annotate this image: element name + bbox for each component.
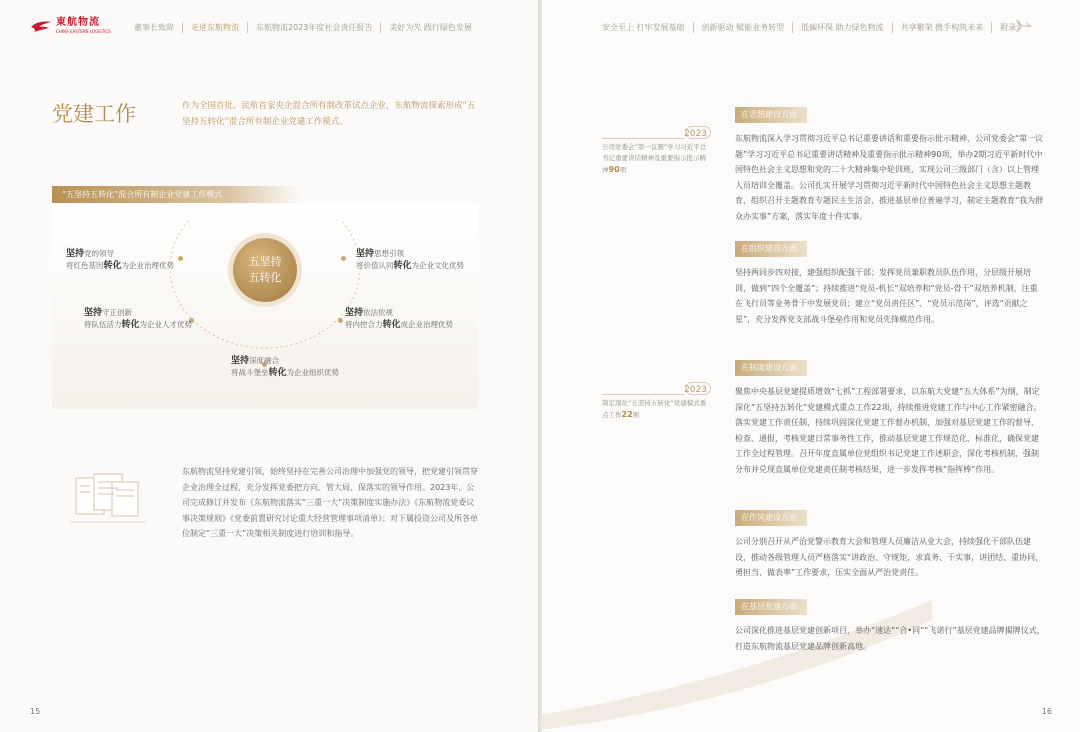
item-tail: 思想引领 — [374, 249, 405, 258]
item-tail: 守正创新 — [102, 308, 133, 317]
item-key: 转化 — [382, 320, 401, 330]
section-organization — [735, 236, 1045, 327]
section-heading: 在基层党建方面 — [735, 599, 807, 615]
model-node-dot — [178, 256, 183, 261]
item-head: 坚持 — [356, 249, 375, 259]
item-key: 转化 — [268, 368, 287, 378]
nav-item[interactable]: 附录 — [1000, 23, 1017, 32]
section-ideology — [735, 102, 1045, 224]
nav-item[interactable]: 创新驱动 赋能业务转型 — [694, 22, 794, 33]
center-line-2: 五转化 — [248, 271, 282, 284]
sidenote-number: 22 — [621, 410, 633, 419]
nav-item[interactable]: 低碳环保 助力绿色物流 — [793, 22, 893, 33]
section-conduct — [735, 505, 1045, 581]
section-heading: 在作风建设方面 — [735, 510, 807, 526]
brand-logo — [30, 18, 111, 34]
sidenote-year: 2023 — [684, 129, 707, 139]
model-item-3: 坚持守正创新 将队伍活力转化为企业人才优势 — [84, 308, 193, 330]
intro-text: 作为全国首批、民航首家央企混合所有制改革试点企业，东航物流探索形成“五坚持五转化”混合所有制企业党建工作模式。 — [182, 101, 476, 127]
model-node-dot — [338, 318, 343, 323]
brand-name-en: CHINA EASTERN LOGISTICS — [56, 29, 111, 34]
model-center-circle — [233, 238, 297, 302]
model-item-1: 坚持党的领导 将红色基因转化为企业治理优势 — [66, 249, 175, 271]
nav-item-active[interactable]: 走进东航物流 — [183, 22, 248, 33]
model-title-bar: “五坚持五转化”混合所有制企业党建工作模式 — [52, 186, 300, 203]
nav-item[interactable]: 安全至上 打牢发展基础 — [594, 22, 694, 33]
item-head: 坚持 — [231, 356, 250, 366]
swallow-logo-icon — [30, 18, 52, 34]
model-item-5: 坚持深度融合 将战斗堡垒转化为企业组织优势 — [231, 356, 340, 378]
nav-item[interactable]: 共享繁荣 携手构筑未来 — [893, 22, 993, 33]
item-head: 坚持 — [345, 308, 364, 318]
left-nav — [126, 22, 480, 33]
item-key: 转化 — [393, 261, 412, 271]
documents-icon — [68, 470, 148, 530]
item-tail: 深度融合 — [249, 356, 280, 365]
item-key: 转化 — [103, 261, 122, 271]
page-title: 党建工作 — [52, 102, 136, 126]
governance-text: 东航物流坚持党建引领，始终坚持在完善公司治理中加强党的领导，把党建引领贯穿企业治理全过程，充分发挥党委把方向、管大局、保落实的领导作用。2023年，公司完成修订并发布《东航物流落实“三重一大”决策制度实施办法》《东航物流党委议事决策规则》《党委前置研究讨论重大经营管理事项清单》；对下属投资公司及所各单位制定“三重一大”决策相关制度进行培训和指导。 — [182, 467, 478, 538]
page-number: 16 — [1041, 707, 1052, 716]
model-node-dot — [341, 256, 346, 261]
section-grassroots — [735, 594, 1045, 654]
left-page — [0, 0, 538, 732]
airplane-icon — [1010, 19, 1032, 33]
item-tail: 党的领导 — [84, 249, 115, 258]
sidenote-year: 2023 — [684, 385, 707, 395]
item-key: 转化 — [121, 320, 140, 330]
sidenote-1: 2023 公司党委会“第一议题”学习习近平总书记重要讲话精神及重要指示批示精神90项 — [602, 142, 707, 176]
item-tail: 依法依规 — [363, 308, 394, 317]
right-page — [542, 0, 1080, 732]
section-body: 聚焦中央基层党建提质增效“七抓”工程部署要求，以东航大党建“五大体系”为纲，制定深化“五坚持五转化”党建模式重点工作22项，持续推进党建工作与中心工作紧密融合。落实党建工作责任制，持续巩固深化党建工作督办机制，加强对基层党建工作的督导、检查、通报，考核党建日常事务性工作，推动基层党建工作规范化、标准化，确保党建工作全过程管理。召开年度直属单位党组织书记党建工作述职会，深化考核机制，强制分布并兑现直属单位党建责任制考核结果，进一步发挥考核“指挥棒”作用。 — [735, 387, 1042, 474]
nav-item[interactable]: 东航物流2023年度社会责任报告 — [248, 22, 381, 33]
sidenote-number: 90 — [608, 165, 620, 174]
section-heading: 在制度建设方面 — [735, 360, 807, 376]
section-heading: 在组织建设方面 — [735, 241, 807, 257]
brand-name-cn: 東航物流 — [56, 17, 100, 28]
sidenote-2: 2023 制定深化“五坚持五转化”党建模式重点工作22项 — [602, 398, 707, 421]
model-item-2: 坚持思想引领 将价值认同转化为企业文化优势 — [356, 249, 465, 271]
page-number: 15 — [30, 707, 41, 716]
section-system — [735, 355, 1045, 477]
section-heading: 在思想建设方面 — [735, 107, 807, 123]
section-body: 公司分别召开从严治党警示教育大会和管理人员廉洁从业大会，持续强化干部队伍建设，推动各级管理人员严格落实“讲政治、守规矩，求真务、干实事，讲团结、重协同，勇担当、做表率”工作要求，压实全面从严治党责任。 — [735, 537, 1044, 577]
item-head: 坚持 — [84, 308, 103, 318]
center-line-1: 五坚持 — [248, 255, 282, 268]
section-body: 东航物流深入学习贯彻习近平总书记重要讲话和重要指示批示精神，公司党委会“第一议题”学习习近平总书记重要讲话精神及重要指示批示精神90项，举办2期习近平新时代中国特色社会主义思想和党的二十大精神集中轮训班，实现公司三级部门（含）以上管理人员培训全覆盖。公司扎实开展学习贯彻习近平新时代中国特色社会主义思想主题教育，组织召开主题教育专题民主生活会，推进基层单位普遍学习，制定主题教育“我为群众办实事”方案，落实年度十件实事。 — [735, 134, 1044, 221]
nav-item[interactable]: 美好为先 践行绿色发展 — [389, 23, 472, 32]
right-nav — [594, 22, 1024, 33]
nav-item[interactable]: 董事长致辞 — [126, 22, 183, 33]
section-body: 坚持两同步四对接，建强组织配强干部；发挥党员兼职教员队伍作用，分层级开展培训，做到“四个全覆盖”；持续推进“党员-机长”双培养和“党员-骨干”双培养机制，注重在飞行员等业务骨干中发展党员；建立“党员责任区”、“党员示范岗”，评选“贡献之星”，充分发挥党支部战斗堡垒作用和党员先锋模范作用。 — [735, 268, 1038, 324]
model-item-4: 坚持依法依规 将内控合力转化成企业治理优势 — [345, 308, 454, 330]
item-head: 坚持 — [66, 249, 85, 259]
section-body: 公司深化推进基层党建创新项目，举办“速达”“合•同”“飞诺行”基层党建品牌揭牌仪式，打造东航物流基层党建品牌创新高地。 — [735, 626, 1045, 651]
